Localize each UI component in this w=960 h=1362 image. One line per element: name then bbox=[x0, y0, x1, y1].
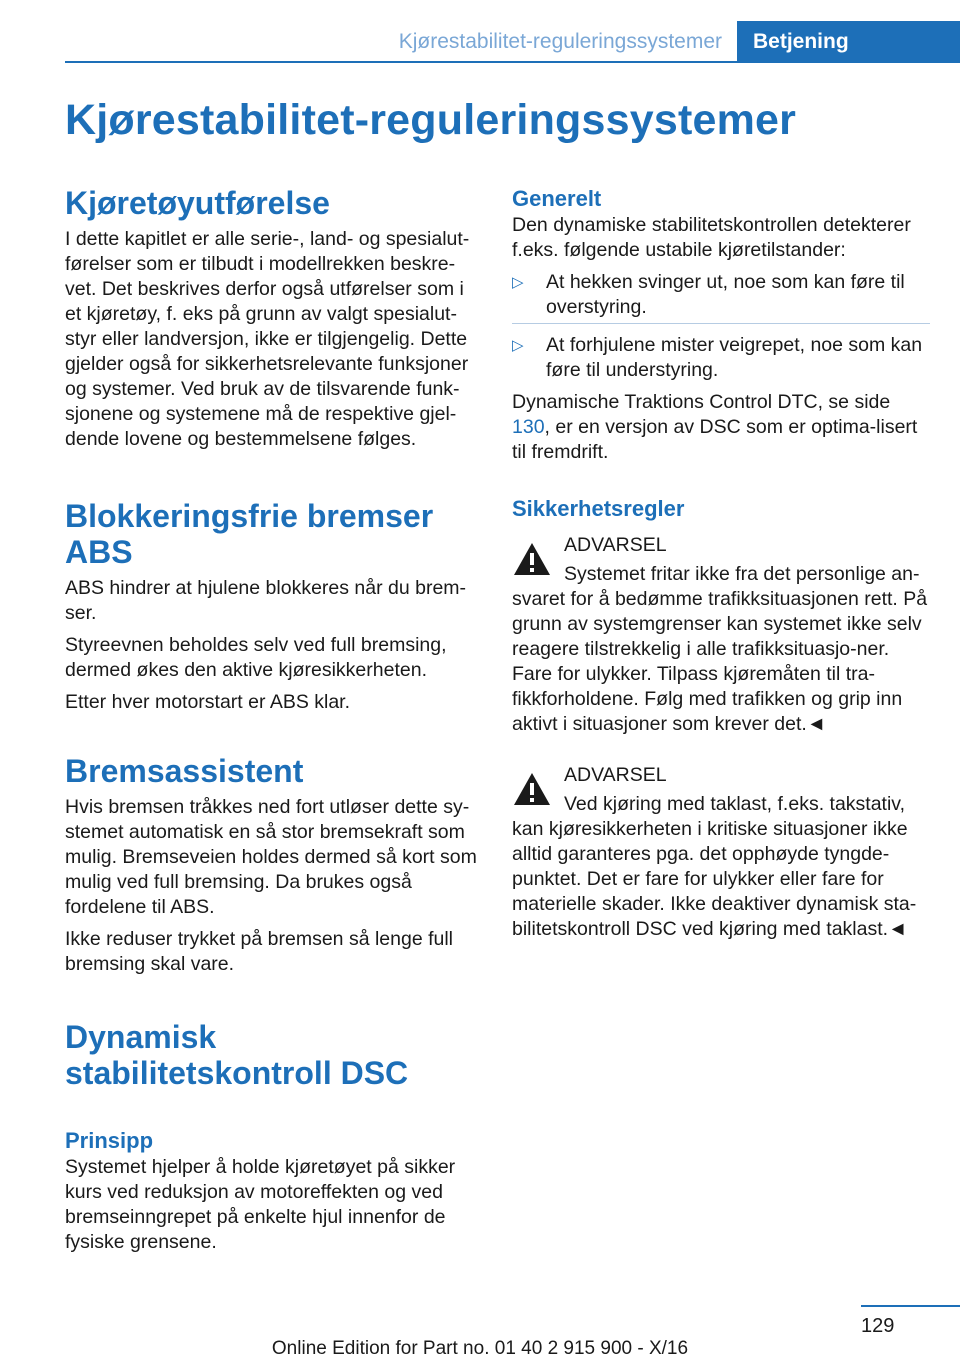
warning-body: Ved kjøring med taklast, f.eks. takstativ, kan kjøresikkerheten i kritiske situasjoner ikke alltid garanteres pga. det opphøyde tyngde-punktet. Det er fare for ulykker eller fare for materielle skader. Ikke deaktiver dynamisk sta-bilitetskontroll DSC ved kjøring med taklast.◄ bbox=[512, 793, 917, 940]
page-title: Kjørestabilitet-reguleringssystemer bbox=[65, 96, 797, 144]
running-header-section: Kjørestabilitet-reguleringssystemer bbox=[398, 30, 722, 53]
list-divider bbox=[512, 323, 930, 324]
subheading-safety-rules: Sikkerhetsregler bbox=[512, 496, 685, 521]
paragraph: Styreevnen beholdes selv ved full bremsing, dermed økes den aktive kjøresikkerheten. bbox=[65, 634, 447, 681]
right-column bbox=[512, 185, 930, 942]
list-item bbox=[512, 327, 930, 383]
paragraph: Den dynamiske stabilitetskontrollen detekterer f.eks. følgende ustabile kjøretilstander: bbox=[512, 214, 911, 261]
paragraph: Etter hver motorstart er ABS klar. bbox=[65, 691, 351, 713]
paragraph: ABS hindrer at hjulene blokkeres når du brem-ser. bbox=[65, 577, 467, 624]
footer-edition-text: Online Edition for Part no. 01 40 2 915 900 - X/16 bbox=[271, 1338, 689, 1359]
section-heading-dsc: Dynamisk stabilitetskontroll DSC bbox=[65, 1019, 409, 1091]
warning-text bbox=[512, 562, 930, 737]
paragraph: I dette kapitlet er alle serie-, land- og spesialut-førelser som er tilbudt i modellrekken beskre-vet. Det beskrives derfor også utførelser som i et kjøretøy, f. eks på grunn av valgt spesialut-styr eller landversjon, ikke er tilgjengelig. Dette gjelder også for sikkerhetsrelevante funksjoner og systemer. Ved bruk av de tilsvarende funk-sjonene og systemene må de respektive gjel-dende lovene og bestemmelsene følges. bbox=[65, 228, 470, 450]
paragraph: Ikke reduser trykket på bremsen så lenge full bremsing skal vare. bbox=[65, 928, 454, 975]
section-heading-brake-assist: Bremsassistent bbox=[65, 753, 304, 789]
list-item bbox=[512, 270, 930, 320]
bullet-list bbox=[512, 270, 930, 383]
list-item-text: At forhjulene mister veigrepet, noe som kan føre til understyring. bbox=[546, 334, 923, 381]
text: , er en versjon av DSC som er optima-lisert til fremdrift. bbox=[512, 416, 918, 463]
section-heading-vehicle-equipment: Kjøretøyutførelse bbox=[65, 185, 330, 221]
paragraph-dtc bbox=[512, 390, 930, 465]
header-rule bbox=[65, 61, 960, 63]
text: Dynamische Traktions Control DTC, se side bbox=[512, 391, 891, 413]
subheading-principle: Prinsipp bbox=[65, 1128, 154, 1153]
list-item-text: At hekken svinger ut, noe som kan føre til overstyring. bbox=[546, 271, 905, 318]
footer-rule bbox=[861, 1305, 960, 1307]
paragraph: Hvis bremsen tråkkes ned fort utløser dette sy-stemet automatisk en så stor bremsekraft som mulig. Bremseveien holdes dermed så kort som mulig ved full bremsing. Da brukes også fordelene til ABS. bbox=[65, 796, 477, 918]
triangle-bullet-icon: ▷ bbox=[512, 337, 524, 354]
running-header-tab: Betjening bbox=[737, 21, 960, 63]
page-reference-link[interactable]: 130 bbox=[512, 416, 545, 438]
subheading-general: Generelt bbox=[512, 186, 602, 211]
left-column bbox=[65, 185, 479, 1262]
page-number: 129 bbox=[861, 1315, 895, 1337]
warning-body: Systemet fritar ikke fra det personlige an-svaret for å bedømme trafikksituasjonen rett. På grunn av systemgrenser kan systemet ikke selv reagere tilstrekkelig i alle trafikksituasjo-ner. Fare for ulykker. Tilpass kjøremåten til tra-fikkforholdene. Følg med trafikken og grip inn aktivt i situasjoner som krever det.◄ bbox=[512, 563, 928, 735]
warning-label: ADVARSEL bbox=[564, 534, 667, 556]
warning-label: ADVARSEL bbox=[564, 764, 667, 786]
triangle-bullet-icon: ▷ bbox=[512, 274, 524, 291]
section-heading-abs: Blokkeringsfrie bremser ABS bbox=[65, 498, 434, 570]
warning-text bbox=[512, 792, 930, 942]
warning-triangle-icon bbox=[512, 541, 552, 577]
warning-triangle-icon bbox=[512, 771, 552, 807]
warning-block bbox=[512, 763, 930, 942]
warning-block bbox=[512, 533, 930, 737]
paragraph: Systemet hjelper å holde kjøretøyet på sikker kurs ved reduksjon av motoreffekten og ved bremseinngrepet på enkelte hjul innenfor de fysiske grensene. bbox=[65, 1156, 456, 1253]
